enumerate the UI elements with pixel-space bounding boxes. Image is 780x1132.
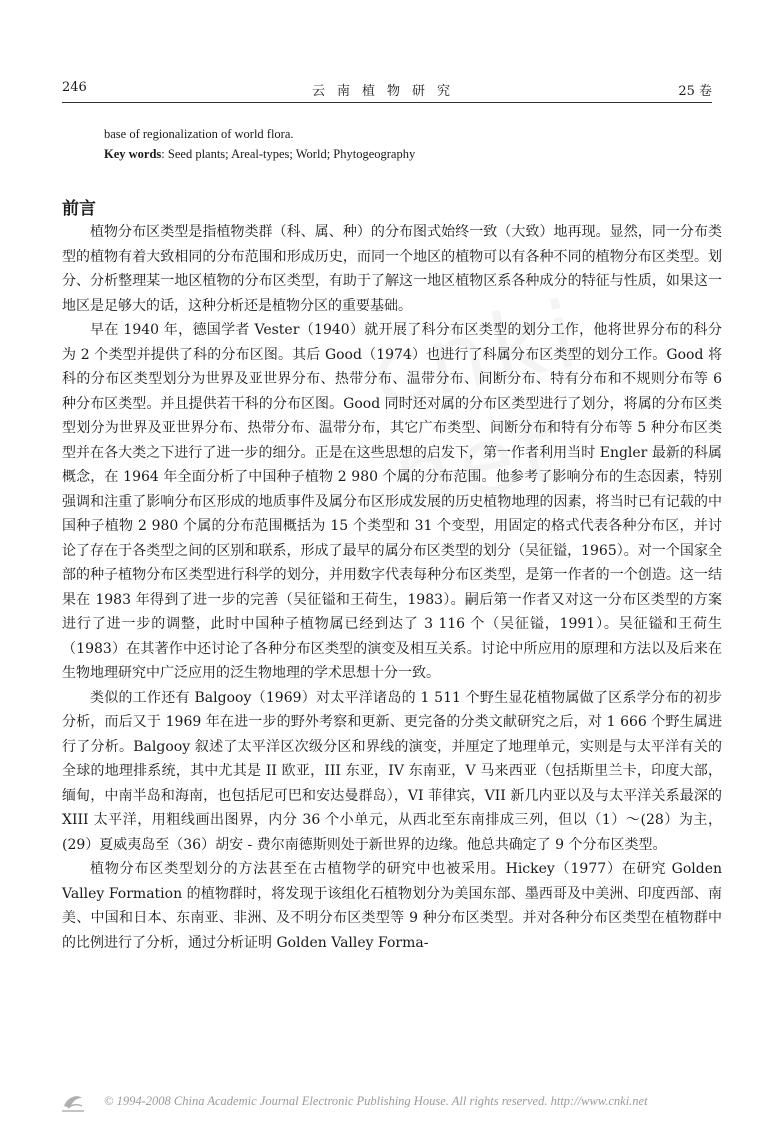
keywords-label: Key words — [104, 147, 162, 161]
paragraph: 早在 1940 年，德国学者 Vester（1940）就开展了科分布区类型的划分工作，他将世界分布的科分为 2 个类型并提供了科的分布区图。其后 Good（1974）也进行了科属分布区类型的划分工作。Good 将科的分布区类型划分为世界及亚世界分布、热带分布、温带分布、间断分布、特有分布和不规则分布等 6 种分布区类型。并且提供若干科的分布区图。Good 同时还对属的分布区类型进行了划分，将属的分布区类型划分为世界及亚世界分布、热带分布、温带分布，其它广布类型、间断分布和特有分布等 5 种分布区类型并在各大类之下进行了进一步的细分。正是在这些思想的启发下，第一作者利用当时 Engler 最新的科属概念，在 1964 年全面分析了中国种子植物 2 980 个属的分布范围。他参考了影响分布的生态因素，特别强调和注重了影响分布区形成的地质事件及属分布区形成发展的历史植物地理的因素，将当时已有记载的中国种子植物 2 980 个属的分布范围概括为 15 个类型和 31 个变型，用固定的格式代表各种分布区，并讨论了存在于各类型之间的区别和联系，形成了最早的属分布区类型的划分（吴征镒，1965）。对一个国家全部的种子植物分布区类型进行科学的划分，并用数字代表每种分布区类型，是第一作者的一个创造。这一结果在 1983 年得到了进一步的完善（吴征镒和王荷生，1983）。嗣后第一作者又对这一分布区类型的方案进行了进一步的调整，此时中国种子植物属已经到达了 3 116 个（吴征镒，1991）。吴征镒和王荷生（1983）在其著作中还讨论了各种分布区类型的演变及相互关系。讨论中所应用的原理和方法以及后来在生物地理研究中广泛应用的泛生物地理的学术思想十分一致。 — [62, 322, 722, 681]
copyright-footer — [60, 1090, 750, 1116]
header-divider — [62, 102, 712, 103]
section-heading: 前言 — [62, 199, 96, 219]
keywords-line — [104, 144, 704, 164]
volume-label: 25 卷 — [678, 84, 712, 99]
paragraph: 类似的工作还有 Balgooy（1969）对太平洋诸岛的 1 511 个野生显花植物属做了区系学分布的初步分析，而后又于 1969 年在进一步的野外考察和更新、更完备的分类文献研究之后，对 1 666 个野生属进行了分析。Balgooy 叙述了太平洋区次级分区和界线的演变，并厘定了地理单元，实则是与太平洋有关的全球的地理排系统，其中尤其是 II 欧亚，III 东亚，IV 东南亚，V 马来西亚（包括斯里兰卡，印度大部，缅甸，中南半岛和海南，也包括尼可巴和安达曼群岛），VI 菲律宾，VII 新几内亚以及与太平洋关系最深的 XIII 太平洋，用粗线画出图界，内分 36 个小单元，从西北至东南排成三列，但以（1）～(28）为主，(29）夏威夷岛至（36）胡安 - 费尔南德斯则处于新世界的边缘。他总共确定了 9 个分布区类型。 — [62, 689, 722, 853]
paragraph: 植物分布区类型划分的方法甚至在古植物学的研究中也被采用。Hickey（1977）在研究 Golden Valley Formation 的植物群时，将发现于该组化石植物划分为美国东部、墨西哥及中美洲、印度西部、南美、中国和日本、东南亚、非洲、及不明分布区类型等 9 种分布区类型。并对各种分布区类型在植物群中的比例进行了分析，通过分析证明 Golden Valley Forma- — [62, 861, 722, 951]
paragraph: 植物分布区类型是指植物类群（科、属、种）的分布图式始终一致（大致）地再现。显然，同一分布类型的植物有着大致相同的分布范围和形成历史，而同一个地区的植物可以有各种不同的植物分布区类型。划分、分析整理某一地区植物的分布区类型，有助于了解这一地区植物区系各种成分的特征与性质，如果这一地区是足够大的话，这种分析还是植物分区的重要基础。 — [62, 224, 722, 314]
keywords-text: : Seed plants; Areal-types; World; Phytogeography — [161, 147, 416, 161]
page-number: 246 — [62, 80, 87, 95]
running-header — [62, 80, 712, 104]
copyright-text: © 1994-2008 China Academic Journal Electronic Publishing House. All rights reserved. http://www.cnki.net — [104, 1094, 648, 1108]
article-body — [62, 220, 722, 955]
journal-title: 云南植物研究 — [311, 84, 462, 99]
abstract-last-line: base of regionalization of world flora. — [104, 127, 294, 141]
abstract-end — [104, 124, 704, 164]
cnki-logo-icon — [60, 1090, 86, 1114]
